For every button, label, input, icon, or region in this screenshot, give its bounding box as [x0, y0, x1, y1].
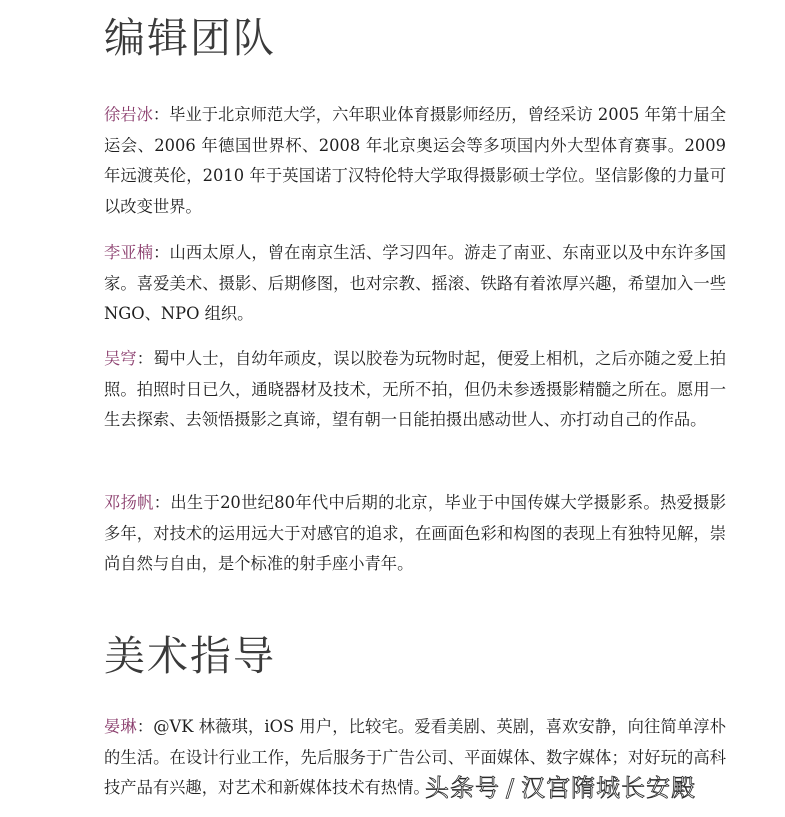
- member-bio: [104, 238, 726, 330]
- member-name: 吴穹: [104, 349, 137, 368]
- member-bio-text: ：蜀中人士，自幼年顽皮，误以胶卷为玩物时起，便爱上相机，之后亦随之爱上拍照。拍照时日已久，通晓器材及技术，无所不拍，但仍未参透摄影精髓之所在。愿用一生去探索、去领悟摄影之真谛，望有朝一日能拍摄出感动世人、亦打动自己的作品。: [104, 349, 726, 429]
- watermark-separator: /: [506, 774, 516, 802]
- member-bio: [104, 488, 726, 580]
- member-bio: [104, 344, 726, 436]
- member-bio-text: ：毕业于北京师范大学，六年职业体育摄影师经历，曾经采访 2005 年第十届全运会、2006 年德国世界杯、2008 年北京奥运会等多项国内外大型体育赛事。2009 年远渡英伦，2010 年于英国诺丁汉特伦特大学取得摄影硕士学位。坚信影像的力量可以改变世界。: [104, 105, 726, 216]
- member-bio-text: ：山西太原人，曾在南京生活、学习四年。游走了南亚、东南亚以及中东许多国家。喜爱美术、摄影、后期修图，也对宗教、摇滚、铁路有着浓厚兴趣，希望加入一些 NGO、NPO 组织。: [104, 243, 726, 323]
- watermark-account: 汉宫隋城长安殿: [521, 774, 697, 802]
- watermark-platform: 头条号: [425, 774, 500, 802]
- member-bio: [104, 100, 726, 222]
- member-bio-text: ：出生于20世纪80年代中后期的北京，毕业于中国传媒大学摄影系。热爱摄影多年，对技术的运用远大于对感官的追求，在画面色彩和构图的表现上有独特见解，崇尚自然与自由，是个标准的射手座小青年。: [104, 493, 726, 573]
- member-name: 徐岩冰: [104, 105, 153, 124]
- section-title-editorial-team: 编辑团队: [104, 14, 276, 62]
- member-name: 李亚楠: [104, 243, 154, 262]
- member-name: 晏琳: [104, 717, 137, 736]
- section-title-art-direction: 美术指导: [104, 632, 276, 680]
- member-bio-text: ：@VK 林薇琪，iOS 用户，比较宅。爱看美剧、英剧，喜欢安静，向往简单淳朴的生活。在设计行业工作，先后服务于广告公司、平面媒体、数字媒体；对好玩的高科技产品有兴趣，对艺术和新媒体技术有热情。: [104, 717, 726, 797]
- watermark: [425, 776, 696, 800]
- member-name: 邓扬帆: [104, 493, 154, 512]
